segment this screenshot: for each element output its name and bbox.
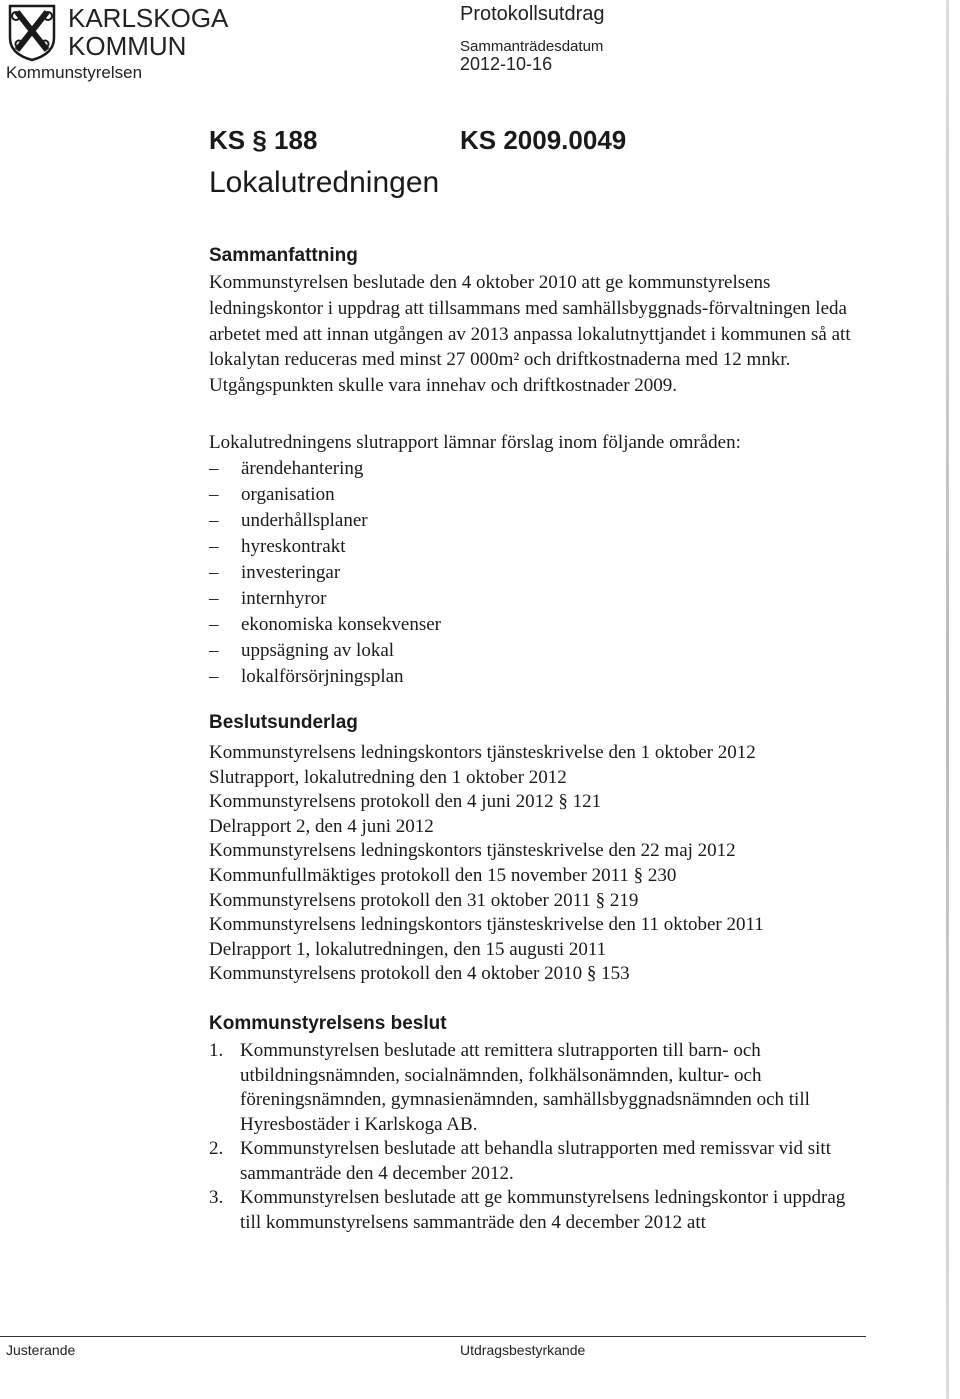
page-title: Lokalutredningen bbox=[209, 166, 440, 199]
summary-heading: Sammanfattning bbox=[209, 245, 358, 266]
coat-of-arms-icon bbox=[6, 4, 58, 62]
document-type: Protokollsutdrag bbox=[460, 3, 605, 25]
bullet-dash: – bbox=[209, 562, 219, 583]
list-item-text: uppsägning av lokal bbox=[241, 640, 395, 661]
bullet-dash: – bbox=[209, 510, 219, 531]
summary-text: Kommunstyrelsen beslutade den 4 oktober 2010 att ge kommunstyrelsens ledningskontor i uppdrag att tillsammans med samhällsbyggnads-förvaltningen leda arbetet med att innan utgången av 2013 anpassa lokalutnyttjandet i kommunen så att lokalytan reduceras med minst 27 000m² och driftkostnaderna med 12 mnkr. Utgångspunkten skulle vara innehav och driftkostnader 2009. bbox=[209, 272, 851, 397]
list-item-text: investeringar bbox=[241, 562, 341, 583]
decision-number: 2. bbox=[209, 1138, 224, 1159]
decision-text: Kommunstyrelsen beslutade att remittera slutrapporten till barn- och utbildningsnämnden, socialnämnden, folkhälsonämnden, kultur- och föreningsnämnden, gymnasienämnden, samhällsbyggnadsnämnden och till Hyresbostäder i Karlskoga AB. bbox=[240, 1040, 810, 1135]
bullet-dash: – bbox=[209, 614, 219, 635]
meeting-date-label: Sammanträdesdatum bbox=[460, 38, 604, 55]
list-item-text: hyreskontrakt bbox=[241, 536, 346, 557]
bullet-dash: – bbox=[209, 588, 219, 609]
decision-heading: Kommunstyrelsens beslut bbox=[209, 1013, 447, 1034]
list-item-text: organisation bbox=[241, 484, 335, 505]
decision-number: 1. bbox=[209, 1040, 224, 1061]
basis-item: Kommunstyrelsens ledningskontors tjänsteskrivelse den 1 oktober 2012 bbox=[209, 742, 756, 763]
basis-item: Kommunfullmäktiges protokoll den 15 november 2011 § 230 bbox=[209, 864, 677, 886]
decision-item bbox=[209, 1039, 869, 1137]
basis-list bbox=[209, 741, 764, 987]
basis-item: Delrapport 1, lokalutredningen, den 15 augusti 2011 bbox=[209, 938, 607, 960]
bullet-dash: – bbox=[209, 536, 219, 557]
basis-item: Kommunstyrelsens protokoll den 4 juni 2012 § 121 bbox=[209, 791, 602, 813]
bullet-dash: – bbox=[209, 458, 219, 479]
decision-item bbox=[209, 1186, 869, 1235]
list-item bbox=[209, 612, 441, 638]
list-item bbox=[209, 456, 441, 482]
areas-intro: Lokalutredningens slutrapport lämnar förslag inom följande områden: bbox=[209, 432, 741, 453]
paragraph-number: KS § 188 bbox=[209, 125, 318, 155]
list-item bbox=[209, 560, 441, 586]
list-item-text: internhyror bbox=[241, 588, 327, 609]
organization-name bbox=[68, 4, 228, 60]
basis-item: Kommunstyrelsens ledningskontors tjänsteskrivelse den 11 oktober 2011 bbox=[209, 914, 764, 936]
list-item-text: underhållsplaner bbox=[241, 510, 368, 531]
signer-left-label: Justerande bbox=[6, 1342, 76, 1358]
basis-item: Delrapport 2, den 4 juni 2012 bbox=[209, 815, 434, 837]
list-item-text: ekonomiska konsekvenser bbox=[241, 614, 441, 635]
basis-item: Kommunstyrelsens ledningskontors tjänsteskrivelse den 22 maj 2012 bbox=[209, 840, 736, 862]
organization-name-line2: KOMMUN bbox=[68, 31, 187, 61]
decision-number: 3. bbox=[209, 1187, 224, 1208]
list-item bbox=[209, 664, 441, 690]
list-item bbox=[209, 638, 441, 664]
decision-text: Kommunstyrelsen beslutade att ge kommunstyrelsens ledningskontor i uppdrag till kommunstyrelsens sammanträde den 4 december 2012 att bbox=[240, 1187, 846, 1233]
meeting-date: 2012-10-16 bbox=[460, 54, 553, 74]
list-item bbox=[209, 508, 441, 534]
list-item-text: lokalförsörjningsplan bbox=[241, 666, 404, 687]
decision-text: Kommunstyrelsen beslutade att behandla slutrapporten med remissvar vid sitt sammanträde den 4 december 2012. bbox=[240, 1138, 831, 1184]
organization-name-line1: KARLSKOGA bbox=[68, 3, 229, 33]
bullet-dash: – bbox=[209, 640, 219, 661]
bullet-dash: – bbox=[209, 484, 219, 505]
decision-list bbox=[209, 1039, 869, 1235]
basis-item: Kommunstyrelsens protokoll den 4 oktober 2010 § 153 bbox=[209, 963, 630, 985]
basis-heading: Beslutsunderlag bbox=[209, 712, 358, 733]
scan-edge bbox=[946, 0, 949, 1399]
basis-item: Kommunstyrelsens protokoll den 31 oktober 2011 § 219 bbox=[209, 889, 639, 911]
list-item bbox=[209, 534, 441, 560]
list-item-text: ärendehantering bbox=[241, 458, 364, 479]
signer-right-label: Utdragsbestyrkande bbox=[460, 1342, 586, 1358]
list-item bbox=[209, 586, 441, 612]
footer-divider bbox=[0, 1336, 866, 1337]
bullet-dash: – bbox=[209, 666, 219, 687]
organization-unit: Kommunstyrelsen bbox=[6, 63, 143, 82]
list-item bbox=[209, 482, 441, 508]
areas-list bbox=[209, 456, 441, 690]
case-number: KS 2009.0049 bbox=[460, 125, 627, 155]
decision-item bbox=[209, 1137, 869, 1186]
basis-item: Slutrapport, lokalutredning den 1 oktober 2012 bbox=[209, 766, 567, 788]
